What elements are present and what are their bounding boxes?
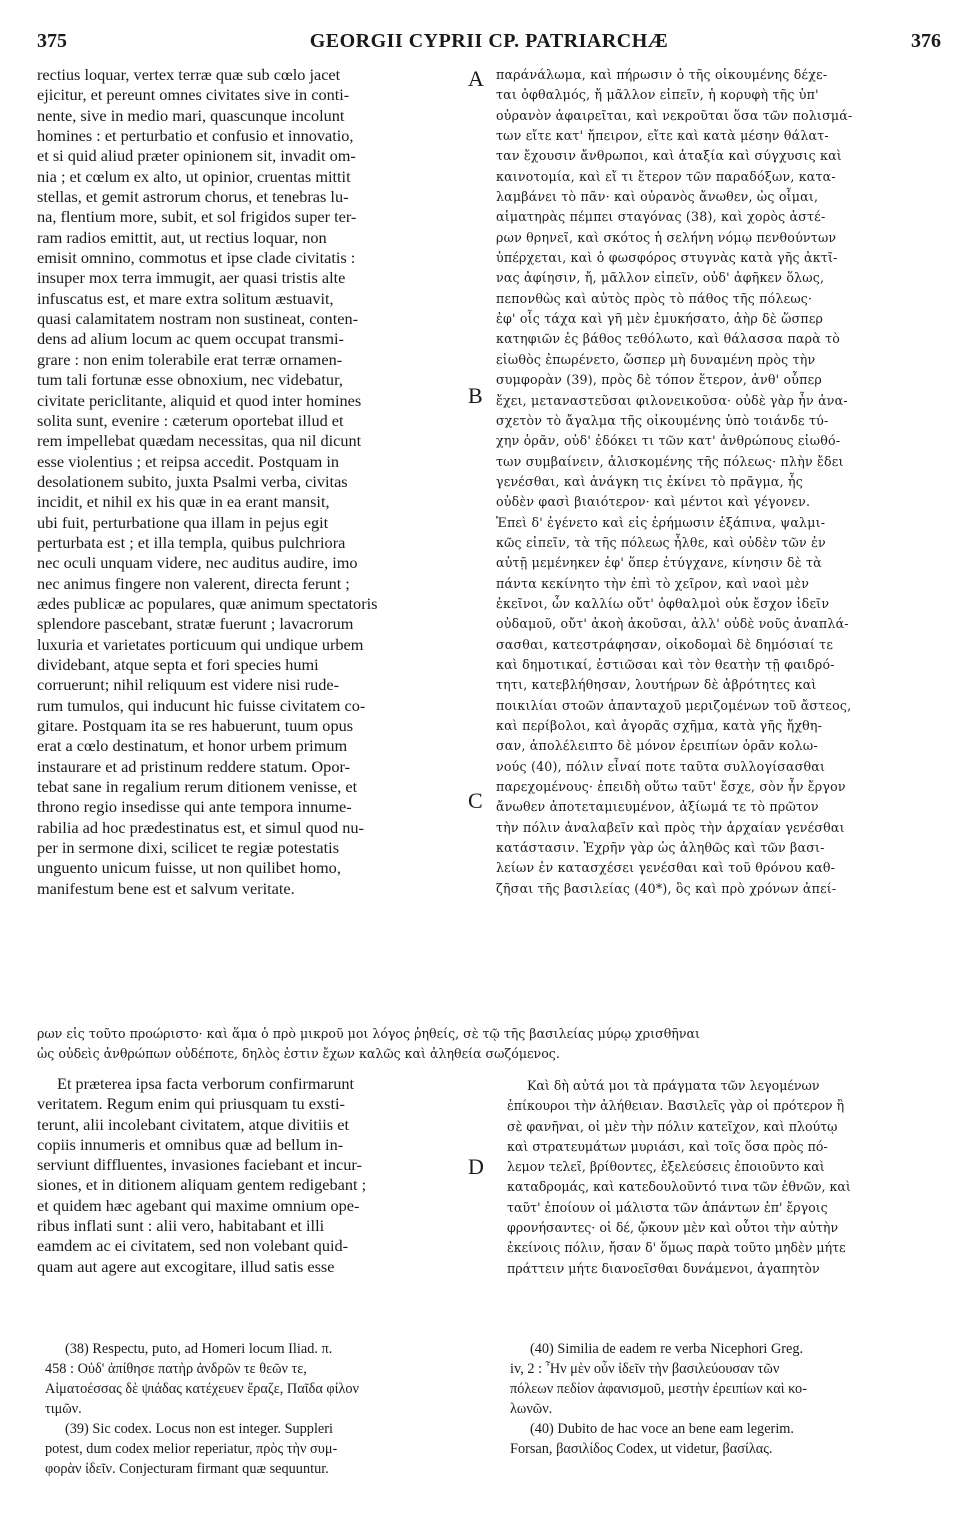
text-line: πάντα κεκίνητο τὴν ἐπὶ τὸ χεῖρον, καὶ ναοὶ μὲν bbox=[496, 575, 810, 591]
text-line: insuper mox terra immugit, aer quasi tristis alte bbox=[37, 268, 346, 288]
text-line: οὐδαμοῦ, οὔτ' ἀκοὴ ἀκοῦσαι, ἀλλ' οὐδὲ νοῦς ἀναπλά- bbox=[496, 616, 849, 632]
text-line: σχετὸν τὸ ἄγαλμα τῆς οἰκουμένης ὑπὸ τοιάνδε τύ- bbox=[496, 412, 829, 428]
text-line: ρων θρηνεῖ, καὶ σκότος ἡ σελήνη νόμῳ πενθούντων bbox=[496, 229, 837, 245]
text-line: splendore pascebant, stratæ fuerunt ; lavacrorum bbox=[37, 614, 354, 634]
text-line: καὶ στρατευμάτων μυριάσι, καὶ τοῖς ὅσα πρὸς πό- bbox=[507, 1138, 828, 1154]
text-line: emisit omnino, commotus et ipse clade civitatis : bbox=[37, 248, 356, 268]
text-line: κατάστασιν. Ἐχρῆν γὰρ ὡς ἀληθῶς καὶ τῶν βασι- bbox=[496, 840, 825, 856]
text-line: throno regio insedisse qui ante tempora innume- bbox=[37, 797, 352, 817]
text-line: potest, dum codex melior reperiatur, πρὸς τὴν συμ- bbox=[45, 1441, 338, 1457]
text-line: καὶ περίβολοι, καὶ ἀγορᾶς σχῆμα, κατὰ γῆς ἤχθη- bbox=[496, 718, 823, 733]
text-line: χην ὁρᾶν, οὐδ' ἐδόκει τι τῶν κατ' ἀνθρώπους εἰωθό- bbox=[496, 433, 841, 449]
text-line: τὴν πόλιν ἀναλαβεῖν καὶ πρὸς τὴν ἀρχαίαν γενέσθαι bbox=[496, 819, 845, 835]
page-number-left: 375 bbox=[37, 30, 67, 52]
text-line: 458 : Οὐδ' ἀπίθησε πατὴρ ἀνδρῶν τε θεῶν τε, bbox=[45, 1361, 307, 1377]
text-line: corruerunt; nihil reliquum est videre nisi rude- bbox=[37, 675, 340, 695]
text-line: ἐφ' οἷς τάχα καὶ γῆ μὲν ἐμυκήσατο, ἀὴρ δὲ ὥσπερ bbox=[496, 311, 824, 327]
text-line: ὡς οὐδεὶς ἀνθρώπων οὐδέποτε, δηλὸς ἐστιν ἔχων καλῶς καὶ ἀληθεία σωζόμενος. bbox=[37, 1046, 560, 1061]
text-line: σὲ φανῆναι, οἱ μὲν τὴν πόλιν κατεῖχον, καὶ πλούτῳ bbox=[507, 1118, 838, 1134]
text-line: copiis innumeris et omnibus quæ ad bellum in- bbox=[37, 1134, 344, 1154]
text-line: Αἱματοέσσας δὲ ψιάδας κατέχευεν ἔραζε, Παῖδα φίλον bbox=[45, 1381, 360, 1397]
text-line: Et præterea ipsa facta verborum confirmarunt bbox=[57, 1074, 355, 1093]
text-line: ἄνωθεν ἀποτεταμιευμένον, ἀξίωμά τε τὸ πρῶτον bbox=[496, 799, 819, 815]
section-marker-a: A bbox=[468, 66, 484, 91]
text-line: λεμον τελεῖ, βρίθοντες, ἐξελεύσεις ἐποιοῦντο καὶ bbox=[507, 1159, 825, 1175]
text-line: esse violentius ; et reipsa accedit. Postquam in bbox=[37, 451, 340, 471]
text-line: ται ὀφθαλμός, ἤ μᾶλλον εἰπεῖν, ἡ κορυφὴ τῆς ὑπ' bbox=[496, 87, 819, 103]
text-line: τητι, κατεβλήθησαν, λουτήρων δὲ ἁβρότητες καὶ bbox=[496, 677, 817, 693]
text-line: luxuria et varietates porticuum qui undique urbem bbox=[37, 634, 364, 654]
latin-column bbox=[37, 65, 479, 899]
text-line: καταδρομάς, καὶ κατεδουλοῦντό τινα τῶν ἐθνῶν, καὶ bbox=[507, 1179, 851, 1195]
text-line: οὐρανὸν ἀφαιρεῖται, καὶ νεκροῦται ὅσα τῶν πολισμά- bbox=[496, 107, 853, 123]
text-line: infuscatus est, et mare extra solitum æstuavit, bbox=[37, 288, 334, 308]
text-line: tum tali fortunæ esse obnoxium, nec videbatur, bbox=[37, 370, 343, 390]
text-line: homines : et perturbatio et confusio et innovatio, bbox=[37, 126, 354, 146]
text-line: et si quid aliud præter opinionem sit, invadit om- bbox=[37, 146, 356, 166]
text-line: εἰωθὸς ἐπωρένετο, ὥσπερ μὴ δυναμένη πρὸς τὴν bbox=[496, 351, 816, 367]
text-line: Καὶ δὴ αὐτά μοι τὰ πράγματα τῶν λεγομένων bbox=[527, 1078, 820, 1093]
section-marker-b: B bbox=[468, 383, 483, 408]
text-line: συμφορὰν (39), πρὸς δὲ τόπον ἕτερον, ἀνθ' οὗπερ bbox=[496, 372, 822, 388]
footnotes-left bbox=[45, 1339, 485, 1479]
text-line: νούς (40), πόλιν εἶναί ποτε ταῦτα συλλογίσασθαι bbox=[496, 758, 826, 774]
text-line: rabilia ad hoc prædestinatus est, et simul quod nu- bbox=[37, 817, 364, 837]
text-line: κῶς εἰπεῖν, τὰ τῆς πόλεως ἦλθε, καὶ οὐδὲν τῶν ἐν bbox=[496, 534, 826, 550]
text-line: παρεχομένους· ἐπειδὴ οὕτω ταῦτ' ἔσχε, σὸν ἦν ἔργον bbox=[496, 779, 846, 795]
text-line: (39) Sic codex. Locus non est integer. Suppleri bbox=[65, 1421, 334, 1437]
text-line: ribus inflati sunt : alii vero, habitabant et illi bbox=[37, 1216, 325, 1236]
page-header bbox=[37, 30, 941, 60]
text-line: λείων ἐν κατασχέσει γενέσθαι καὶ τοῦ θρόνου καθ- bbox=[496, 860, 836, 876]
text-line: quasi calamitatem nostram non sustineat, conten- bbox=[37, 309, 359, 329]
text-line: (40) Similia de eadem re verba Nicephori Greg. bbox=[530, 1341, 804, 1357]
text-line: ἐπίκουροι τὴν ἀλήθειαν. Βασιλεῖς γὰρ οἱ πρότερον ἢ bbox=[507, 1098, 845, 1114]
text-line: ταῦτ' ἐποίουν οἱ μάλιστα τῶν ἁπάντων ἐπ' ἔργοις bbox=[507, 1199, 828, 1215]
text-line: eamdem ac ei civitatem, sed non volebant quid- bbox=[37, 1236, 349, 1256]
text-line: (38) Respectu, puto, ad Homeri locum Iliad. π. bbox=[65, 1341, 333, 1357]
text-line: λωνῶν. bbox=[510, 1401, 553, 1417]
text-line: grare : non enim tolerabile erat terræ ornamen- bbox=[37, 349, 343, 369]
text-line: ædes publicæ ac populares, quæ animum spectatoris bbox=[37, 593, 378, 613]
text-line: instaurare et ad pristinum reddere statum. Opor- bbox=[37, 756, 350, 776]
text-line: πεπονθὼς καὶ αὐτὸς πρὸς τὸ πάθος τῆς πόλεως· bbox=[496, 290, 813, 306]
text-line: veritatem. Regum enim qui priusquam tu exsti- bbox=[37, 1094, 345, 1114]
text-line: siones, et in ditionem aliquam gentem redigebant ; bbox=[37, 1175, 367, 1195]
text-line: iv, 2 : Ἦν μὲν οὖν ἰδεῖν τὴν βασιλεύουσαν τῶν bbox=[510, 1361, 780, 1377]
text-line: nente, sive in medio mari, quascunque incolunt bbox=[37, 105, 345, 125]
text-line: λαμβάνει τὸ πᾶν· καὶ οὐρανὸς ἄνωθεν, ὡς οἶμαι, bbox=[496, 189, 819, 205]
latin-column-2 bbox=[37, 1074, 479, 1277]
text-line: terunt, alii incolebant civitatem, atque divitiis et bbox=[37, 1114, 349, 1134]
text-line: κατηφιῶν ἐς βάθος τεθόλωτο, καὶ θάλασσα παρὰ τὸ bbox=[496, 331, 841, 347]
text-line: Ἐπεὶ δ' ἐγένετο καὶ εἰς ἐρήμωσιν ἐξάπινα, ψαλμι- bbox=[496, 514, 826, 530]
text-line: νας ἀφίησιν, ἤ, μᾶλλον εἰπεῖν, οὐδ' ἀφῆκεν ὅλως, bbox=[496, 270, 825, 286]
text-line: αὐτῇ μεμένηκεν ἐφ' ὅπερ ἐτύγχανε, κίνησιν δὲ τὰ bbox=[496, 555, 822, 571]
text-line: nia ; et cœlum ex alto, ut opinior, cruentas mittit bbox=[37, 166, 351, 186]
text-line: οὐδὲν φασὶ βιαιότερον· καὶ μέντοι καὶ γέγονεν. bbox=[496, 494, 811, 510]
text-line: αἱματηρὰς πέμπει σταγόνας (38), καὶ χορὸς ἀστέ- bbox=[496, 209, 826, 225]
text-line: φορὰν ἰδεῖν. Conjecturam firmant quæ sequuntur. bbox=[45, 1461, 329, 1477]
running-title: GEORGII CYPRII CP. PATRIARCHÆ bbox=[309, 30, 669, 52]
text-line: πόλεων πεδίον ἀφανισμοῦ, μεστὴν ἐρειπίων καὶ κο- bbox=[510, 1381, 807, 1397]
text-line: φρονήσαντες· οἱ δέ, ᾤκουν μὲν καὶ οὗτοι τὴν αὐτὴν bbox=[507, 1220, 839, 1236]
text-line: πράττειν μήτε διανοεῖσθαι δυνάμενοι, ἀγαπητὸν bbox=[507, 1260, 820, 1276]
text-line: per in sermone dixi, scilicet te regiæ potestatis bbox=[37, 838, 340, 858]
text-line: Forsan, βασιλίδος Codex, ut videtur, βασίλας. bbox=[510, 1441, 773, 1457]
text-line: desolationem subito, juxta Psalmi verba, civitas bbox=[37, 471, 348, 491]
text-line: solita sunt, evenire : cæterum oportebat illud et bbox=[37, 410, 344, 430]
text-line: et quidem hæc agebant qui maxime omnium ope- bbox=[37, 1195, 360, 1215]
greek-column-2 bbox=[507, 1076, 942, 1279]
text-line: (40) Dubito de hac voce an bene eam legerim. bbox=[530, 1421, 794, 1437]
text-line: civitate periclitante, aliquid et quod inter homines bbox=[37, 390, 362, 410]
text-line: serviunt diffluentes, invasiones faciebant et incur- bbox=[37, 1155, 362, 1175]
text-line: perturbata est ; et illa templa, quibus pulchriora bbox=[37, 532, 346, 552]
text-line: ρων εἰς τοῦτο προώριστο· καὶ ἅμα ὁ πρὸ μικροῦ μοι λόγος ῥηθείς, σὲ τῷ τῆς βασιλείας μύρῳ χρισθῆναι bbox=[37, 1026, 700, 1041]
text-line: καὶ δημοτικαί, ἑστιῶσαι καὶ τὸν θεατὴν τῇ φαιδρό- bbox=[496, 656, 835, 672]
text-line: των συμβαίνειν, ἁλισκομένης τῆς πόλεως· πλὴν ἔδει bbox=[496, 453, 844, 469]
text-line: manifestum bene est et salvum veritate. bbox=[37, 878, 295, 898]
full-width-text bbox=[37, 1024, 942, 1064]
section-marker-d: D bbox=[468, 1154, 484, 1179]
text-line: incidit, et nihil ex his quæ in ea erant mansit, bbox=[37, 492, 330, 512]
text-line: unguento unicum fuisse, ut non quilibet homo, bbox=[37, 858, 341, 878]
text-line: ram radios emittit, aut, ut rectius loquar, non bbox=[37, 227, 327, 247]
text-line: na, flentium more, subit, et sol frigidos super ter- bbox=[37, 207, 357, 227]
text-line: dividebant, atque septa et fori species humi bbox=[37, 654, 319, 674]
text-line: dens ad alium locum ac quem occupat transmi- bbox=[37, 329, 344, 349]
text-line: stellas, et gemit astrorum chorus, et tenebras lu- bbox=[37, 187, 349, 207]
text-line: ubi fuit, perturbatione qua illam in pejus egit bbox=[37, 512, 329, 532]
text-line: ταν ἔχουσιν ἄνθρωποι, καὶ ἀταξία καὶ σύγχυσις καὶ bbox=[496, 148, 842, 164]
text-line: ἔχει, μεταναστεῦσαι φιλονεικοῦσα· οὐδὲ γὰρ ἦν ἀνα- bbox=[496, 392, 848, 408]
text-line: tebat sane in regalium rerum ditionem venisse, et bbox=[37, 777, 358, 797]
text-line: ὑπέρχεται, καὶ ὁ φωσφόρος στυγνὰς κατὰ γῆς ἀκτῖ- bbox=[496, 250, 838, 266]
text-line: gitare. Postquam ita se res habuerunt, tuum opus bbox=[37, 716, 354, 735]
text-line: nec animus fingere non valerent, directa ferunt ; bbox=[37, 573, 350, 593]
text-line: ἐκεῖνοι, ὧν καλλίω οὔτ' ὀφθαλμοὶ οὐκ ἔσχον ἰδεῖν bbox=[496, 595, 830, 611]
text-line: ζῆσαι τῆς βασιλείας (40*), ὃς καὶ πρὸ χρόνων ἀπεί- bbox=[496, 880, 837, 896]
section-marker-c: C bbox=[468, 788, 483, 813]
text-line: σασθαι, κατεστράφησαν, οἰκοδομαὶ δὲ δημόσιαί τε bbox=[496, 636, 834, 652]
text-line: ποικιλίαι στοῶν ἁπανταχοῦ μεριζομένων τοῦ ἄστεος, bbox=[496, 697, 852, 713]
text-line: παράνάλωμα, καὶ πήρωσιν ὁ τῆς οἰκουμένης δέχε- bbox=[496, 67, 828, 82]
text-line: σαν, ἀπολέλειπτο δὲ μόνον ἐρειπίων ὁρᾶν κολω- bbox=[496, 738, 818, 754]
text-line: erat a cœlo destinatum, et honor urbem primum bbox=[37, 736, 348, 756]
text-line: rectius loquar, vertex terræ quæ sub cœlo jacet bbox=[37, 65, 341, 84]
text-line: ἐκείνοις πόλιν, ἤσαν δ' ὅμως παρὰ τοῦτο μηδὲν μήτε bbox=[507, 1240, 846, 1256]
text-line: καινοτομία, καὶ εἴ τι ἕτερον τῶν παραδόξων, κατα- bbox=[496, 168, 836, 184]
text-line: quam aut agere aut excogitare, illud satis esse bbox=[37, 1256, 335, 1276]
text-line: rem impellebat quædam necessitas, qua nil dicunt bbox=[37, 431, 362, 451]
text-line: τιμῶν. bbox=[45, 1401, 82, 1417]
text-line: γενέσθαι, καὶ ἀνάγκη τις ἐκίνει τὸ πρᾶγμα, ἧς bbox=[496, 473, 803, 489]
footnotes-right bbox=[510, 1339, 942, 1459]
greek-column bbox=[496, 65, 942, 899]
page-number-right: 376 bbox=[911, 30, 941, 52]
text-line: nec oculi unquam videre, nec auditus audire, imo bbox=[37, 553, 358, 573]
text-line: των εἴτε κατ' ἤπειρον, εἴτε καὶ κατὰ μέσην θάλατ- bbox=[496, 128, 829, 144]
text-line: ejicitur, et pereunt omnes civitates sive in conti- bbox=[37, 85, 350, 105]
text-line: rum tumulos, qui inducunt hic fuisse civitatem co- bbox=[37, 695, 366, 715]
